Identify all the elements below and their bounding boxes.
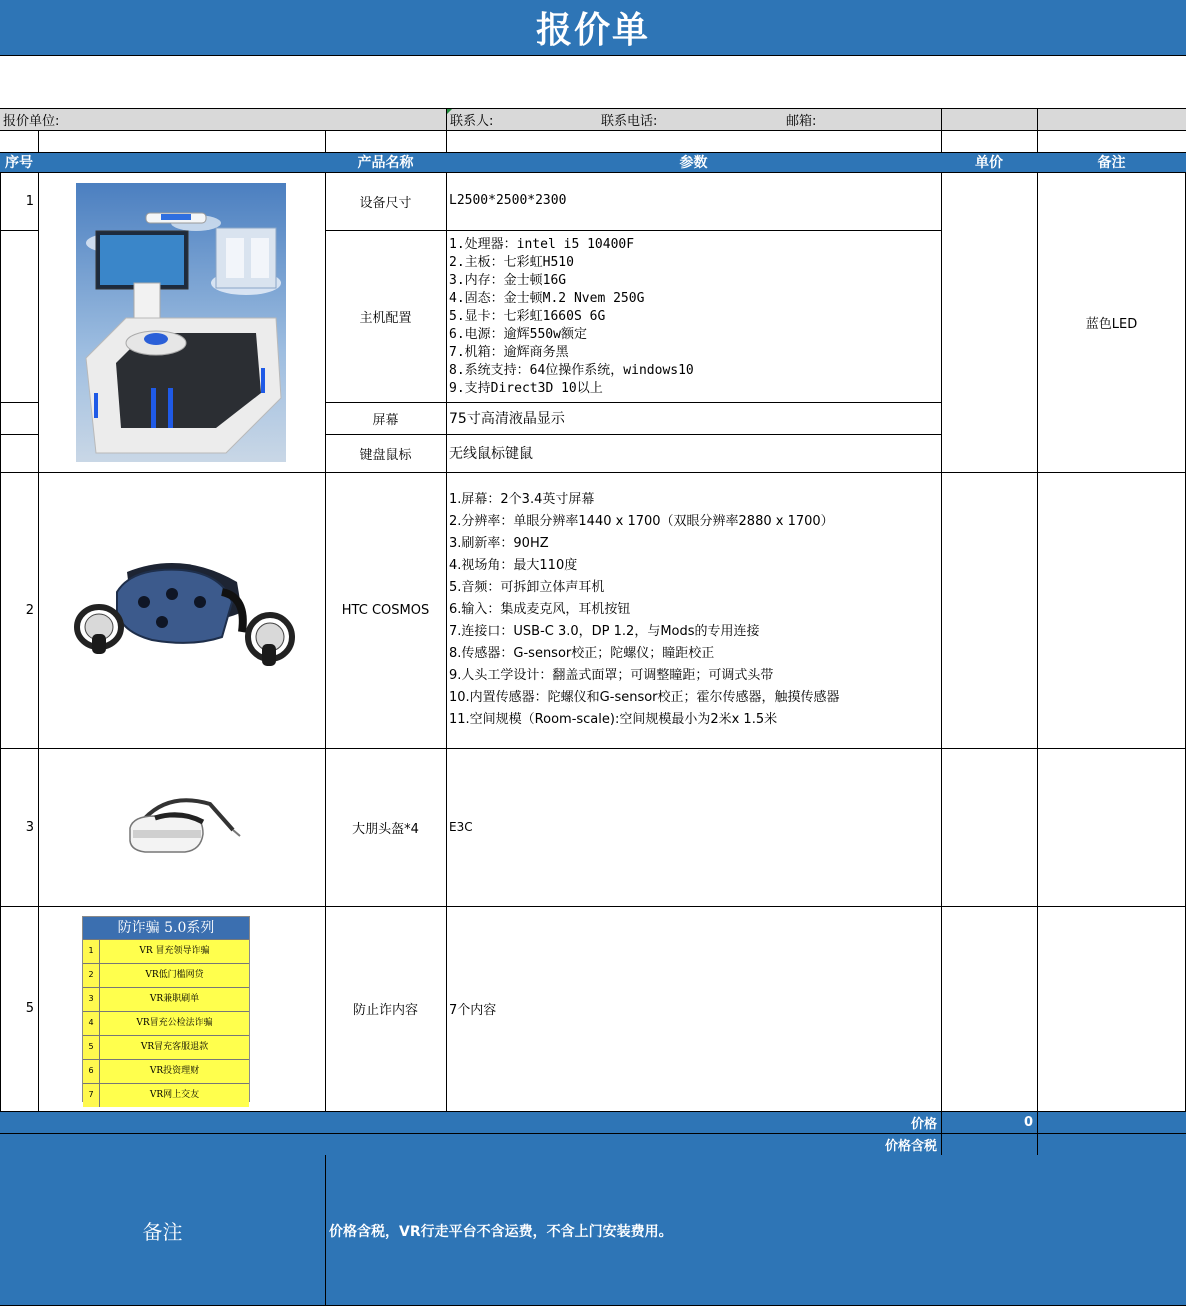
anti-fraud-text: VR网上交友 [100, 1084, 249, 1107]
col-header-note: 备注 [1097, 155, 1126, 171]
htc-cosmos-image [72, 552, 298, 676]
anti-fraud-num: 1 [83, 940, 100, 963]
param-line: 9.支持Direct3D 10以上 [449, 381, 603, 396]
anti-fraud-num: 6 [83, 1060, 100, 1083]
param-line: 6.电源：逾辉550w额定 [449, 327, 587, 342]
anti-fraud-text: VR冒充公检法诈骗 [100, 1012, 249, 1035]
param-line: 4.固态：金士顿M.2 Nvem 250G [449, 291, 645, 306]
phone-label: 联系电话: [601, 114, 658, 129]
param-line: 4.视场角：最大110度 [449, 558, 578, 573]
param-line: 2.主板：七彩虹H510 [449, 255, 574, 270]
anti-fraud-num: 5 [83, 1036, 100, 1059]
item3-seq: 3 [25, 819, 34, 835]
item1-row2-params [449, 236, 939, 400]
param-line: 5.音频：可拆卸立体声耳机 [449, 580, 605, 595]
anti-fraud-num: 4 [83, 1012, 100, 1035]
anti-fraud-row [83, 1059, 249, 1083]
dpvr-headset-image [125, 790, 243, 858]
param-line: 9.人头工学设计：翻盖式面罩；可调整瞳距；可调式头带 [449, 668, 774, 683]
param-line: 7.机箱：逾辉商务黑 [449, 345, 569, 360]
item3-name: 大朋头盔*4 [352, 821, 419, 837]
param-line: 7.连接口：USB-C 3.0，DP 1.2，与Mods的专用连接 [449, 624, 760, 639]
param-line: 8.系统支持：64位操作系统，windows10 [449, 363, 694, 378]
item1-row1-param: L2500*2500*2300 [449, 193, 567, 208]
param-line: 1.屏幕：2个3.4英寸屏幕 [449, 492, 595, 507]
anti-fraud-row [83, 1083, 249, 1107]
item2-params [449, 489, 939, 739]
remark-label: 备注 [142, 1220, 183, 1244]
item3-param: E3C [449, 820, 473, 834]
col-header-seq: 序号 [5, 155, 33, 171]
item5-name: 防止诈内容 [352, 1003, 418, 1018]
param-line: 10.内置传感器：陀螺仪和G-sensor校正；霍尔传感器，触摸传感器 [449, 690, 840, 705]
contact-label: 联系人: [450, 114, 494, 129]
item2-name: HTC COSMOS [341, 602, 430, 618]
anti-fraud-text: VR 冒充领导诈骗 [100, 940, 249, 963]
anti-fraud-row [83, 939, 249, 963]
col-header-params: 参数 [679, 155, 708, 171]
tax-price-label: 价格含税 [884, 1138, 937, 1154]
vr-platform-image [76, 183, 286, 462]
item1-note: 蓝色LED [1085, 316, 1138, 332]
param-line: 1.处理器：intel i5 10400F [449, 237, 635, 252]
comment-marker [447, 109, 452, 114]
anti-fraud-series-image [82, 916, 250, 1102]
anti-fraud-row [83, 1035, 249, 1059]
param-line: 3.刷新率：90HZ [449, 536, 549, 551]
anti-fraud-row [83, 963, 249, 987]
anti-fraud-num: 7 [83, 1084, 100, 1107]
item1-seq: 1 [25, 193, 34, 209]
col-header-price: 单价 [975, 155, 1003, 171]
anti-fraud-num: 2 [83, 964, 100, 987]
anti-fraud-row [83, 987, 249, 1011]
remark-text: 价格含税，VR行走平台不含运费，不含上门安装费用。 [329, 1223, 673, 1240]
param-line: 8.传感器：G-sensor校正；陀螺仪；瞳距校正 [449, 646, 715, 661]
param-line: 6.输入：集成麦克风，耳机按钮 [449, 602, 631, 617]
price-label: 价格 [910, 1116, 937, 1132]
item1-row4-param: 无线鼠标键鼠 [449, 446, 533, 462]
item1-row4-name: 键盘鼠标 [359, 447, 412, 463]
company-label: 报价单位: [3, 114, 60, 129]
anti-fraud-text: VR冒充客服退款 [100, 1036, 249, 1059]
item1-row1-name: 设备尺寸 [359, 195, 412, 211]
param-line: 2.分辨率：单眼分辨率1440 x 1700（双眼分辨率2880 x 1700） [449, 514, 834, 529]
anti-fraud-text: VR投资理财 [100, 1060, 249, 1083]
param-line: 5.显卡：七彩虹1660S 6G [449, 309, 606, 324]
param-line: 3.内存：金士顿16G [449, 273, 567, 288]
page-title: 报价单 [0, 0, 1186, 55]
anti-fraud-num: 3 [83, 988, 100, 1011]
info-row [0, 108, 1186, 130]
item2-seq: 2 [25, 602, 34, 618]
item5-seq: 5 [25, 1001, 34, 1016]
anti-fraud-title: 防诈骗 5.0系列 [83, 917, 249, 939]
item1-row3-name: 屏幕 [372, 412, 399, 428]
col-header-product: 产品名称 [357, 155, 414, 171]
item5-param: 7个内容 [449, 1003, 497, 1018]
price-value: 0 [1023, 1114, 1033, 1130]
anti-fraud-text: VR兼职刷单 [100, 988, 249, 1011]
email-label: 邮箱: [786, 114, 817, 129]
param-line: 11.空间规模（Room-scale):空间规模最小为2米x 1.5米 [449, 712, 778, 727]
item1-row2-name: 主机配置 [359, 310, 412, 326]
anti-fraud-row [83, 1011, 249, 1035]
item1-row3-param: 75寸高清液晶显示 [449, 411, 565, 427]
anti-fraud-text: VR低门槛网贷 [100, 964, 249, 987]
